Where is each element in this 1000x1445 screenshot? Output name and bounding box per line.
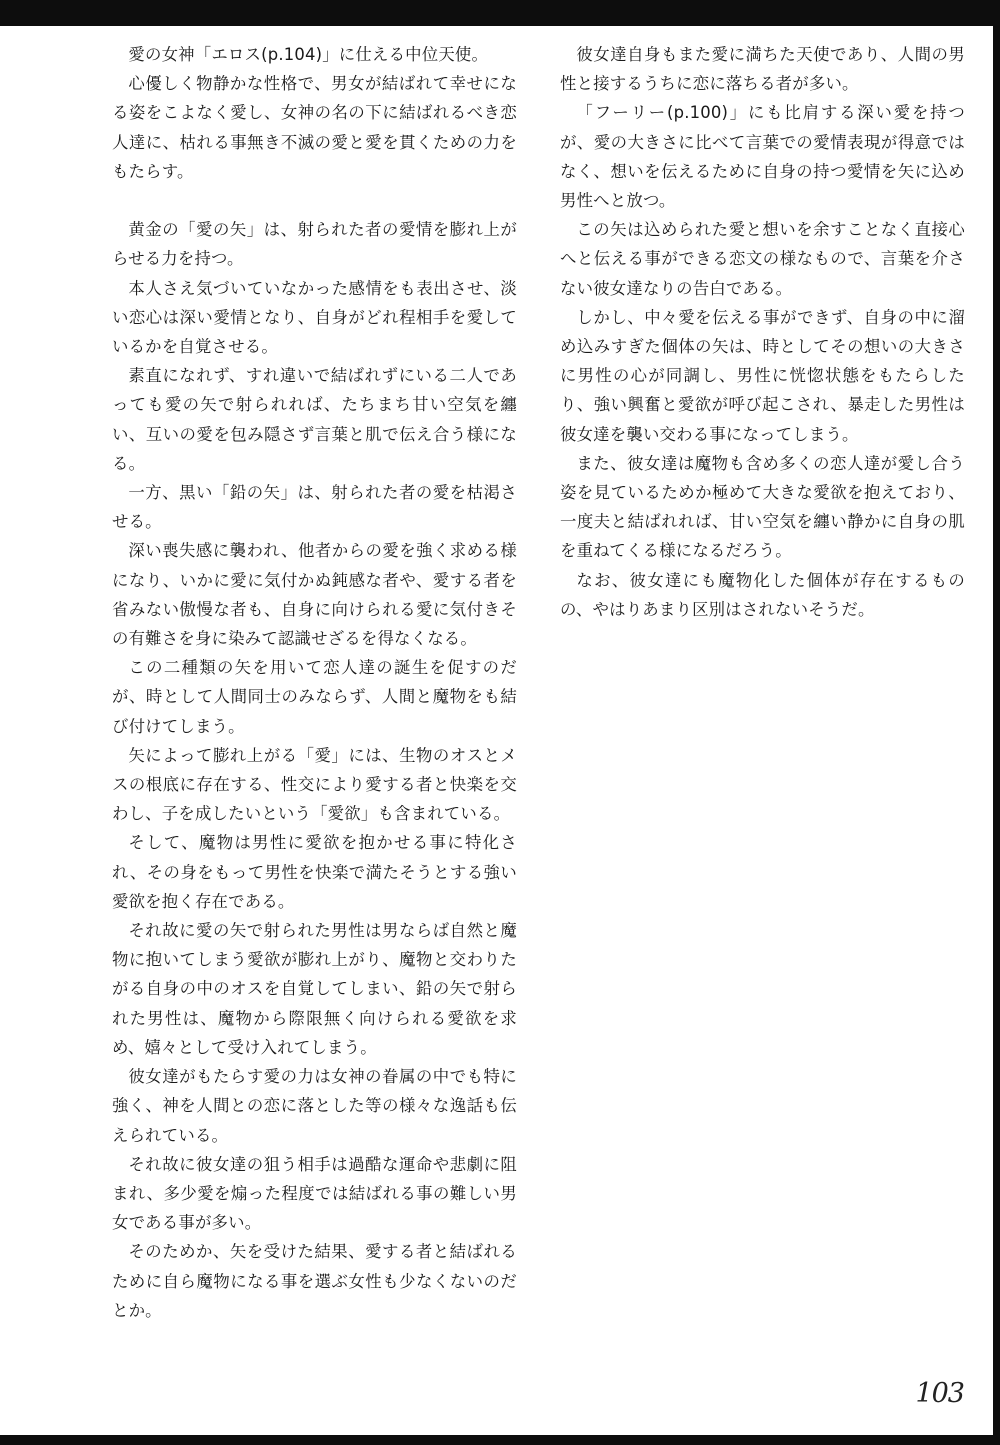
right-text-column [560,40,965,624]
paragraph: 深い喪失感に襲われ、他者からの愛を強く求める様になり、いかに愛に気付かぬ鈍感な者や、愛する者を省みない傲慢な者も、自身に向けられる愛に気付きその有難さを身に染みて認識せざるを得なくなる。 [112,541,517,649]
paragraph: 「フーリー(p.100)」にも比肩する深い愛を持つが、愛の大きさに比べて言葉での愛情表現が得意ではなく、想いを伝えるために自身の持つ愛情を矢に込め男性へと放つ。 [560,103,965,211]
paragraph: そして、魔物は男性に愛欲を抱かせる事に特化され、その身をもって男性を快楽で満たそうとする強い愛欲を抱く存在である。 [112,833,517,911]
paragraph: それ故に愛の矢で射られた男性は男ならば自然と魔物に抱いてしまう愛欲が膨れ上がり、魔物と交わりたがる自身の中のオスを自覚してしまい、鉛の矢で射られた男性は、魔物から際限無く向けられる愛欲を求め、嬉々として受け入れてしまう。 [112,921,517,1057]
top-border [0,0,1000,26]
paragraph: なお、彼女達にも魔物化した個体が存在するものの、やはりあまり区別はされないそうだ。 [560,570,965,619]
paragraph: この矢は込められた愛と想いを余すことなく直接心へと伝える事ができる恋文の様なもので、言葉を介さない彼女達なりの告白である。 [560,220,965,298]
paragraph: 彼女達自身もまた愛に満ちた天使であり、人間の男性と接するうちに恋に落ちる者が多い。 [560,45,965,94]
paragraph: 彼女達がもたらす愛の力は女神の眷属の中でも特に強く、神を人間との恋に落とした等の様々な逸話も伝えられている。 [112,1067,517,1145]
paragraph: 矢によって膨れ上がる「愛」には、生物のオスとメスの根底に存在する、性交により愛する者と快楽を交わし、子を成したいという「愛欲」も含まれている。 [112,745,517,824]
paragraph: そのためか、矢を受けた結果、愛する者と結ばれるために自ら魔物になる事を選ぶ女性も少なくないのだとか。 [112,1242,517,1320]
paragraph: 素直になれず、すれ違いで結ばれずにいる二人であっても愛の矢で射られれば、たちまち甘い空気を纏い、互いの愛を包み隠さず言葉と肌で伝え合う様になる。 [112,366,517,473]
left-text-column [112,40,517,1325]
paragraph: 本人さえ気づいていなかった感情をも表出させ、淡い恋心は深い愛情となり、自身がどれ程相手を愛しているかを自覚させる。 [112,278,517,357]
paragraph: また、彼女達は魔物も含め多くの恋人達が愛し合う姿を見ているためか極めて大きな愛欲を抱えており、一度夫と結ばれれば、甘い空気を纏い静かに自身の肌を重ねてくる様になるだろう。 [560,453,965,561]
paragraph: しかし、中々愛を伝える事ができず、自身の中に溜め込みすぎた個体の矢は、時としてその想いの大きさに男性の心が同調し、男性に恍惚状態をもたらしたり、強い興奮と愛欲が呼び起こされ、暴走した男性は彼女達を襲い交わる事になってしまう。 [560,307,965,444]
paragraph: 黄金の「愛の矢」は、射られた者の愛情を膨れ上がらせる力を持つ。 [112,220,517,269]
paragraph: 愛の女神「エロス(p.104)」に仕える中位天使。 [128,45,489,64]
paragraph: 心優しく物静かな性格で、男女が結ばれて幸せになる姿をこよなく愛し、女神の名の下に結ばれるべき恋人達に、枯れる事無き不滅の愛と愛を貫くための力をもたらす。 [112,74,517,181]
right-border [993,0,1000,1445]
paragraph: それ故に彼女達の狙う相手は過酷な運命や悲劇に阻まれ、多少愛を煽った程度では結ばれる事の難しい男女である事が多い。 [112,1154,517,1233]
paragraph: この二種類の矢を用いて恋人達の誕生を促すのだが、時として人間同士のみならず、人間と魔物をも結び付けてしまう。 [112,658,517,736]
bottom-border [0,1435,1000,1445]
page-number: 103 [915,1378,964,1409]
paragraph: 一方、黒い「鉛の矢」は、射られた者の愛を枯渇させる。 [112,483,517,532]
paragraph-gap [112,186,517,215]
